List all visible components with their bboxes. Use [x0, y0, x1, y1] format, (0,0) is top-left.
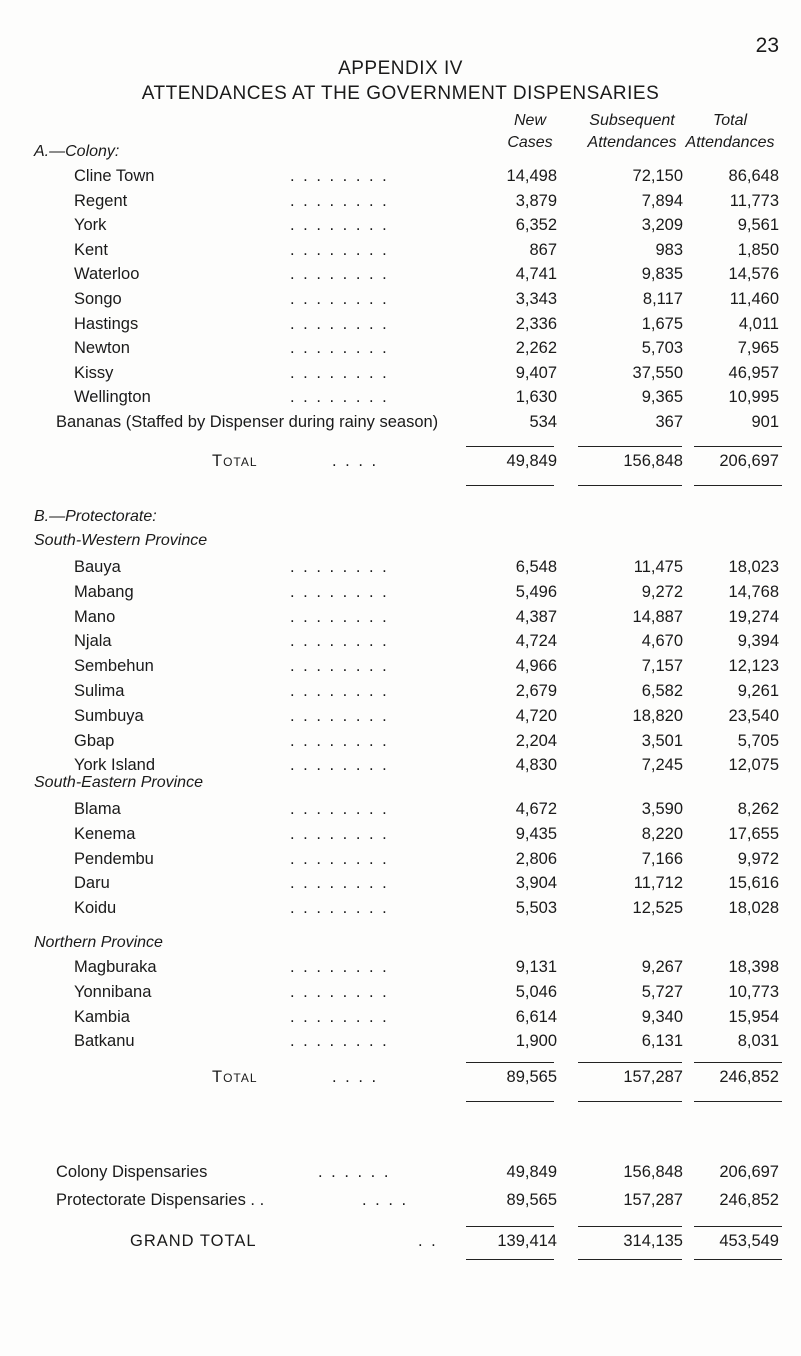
row-label: Colony Dispensaries [56, 1163, 208, 1181]
table-row [0, 388, 801, 414]
new-cases: 4,741 [515, 265, 557, 284]
row-label: Kissy [74, 363, 114, 382]
subsequent-attendances: 9,835 [641, 265, 683, 284]
new-cases: 14,498 [506, 167, 557, 185]
table-row [0, 290, 801, 316]
rule [578, 446, 682, 447]
table-title: ATTENDANCES AT THE GOVERNMENT DISPENSARIES [141, 83, 660, 104]
new-cases: 1,630 [515, 388, 557, 407]
total-attendances: 9,261 [737, 682, 779, 700]
row-label: Njala [74, 632, 112, 651]
table-row [0, 413, 801, 439]
new-cases: 9,131 [515, 958, 557, 976]
total-attendances: 11,773 [729, 191, 779, 210]
subsequent-attendances: 157,287 [623, 1191, 683, 1209]
rule [694, 485, 782, 486]
rule [466, 485, 554, 486]
table-row [0, 1191, 801, 1217]
leader-dots: . . . . . . . . [290, 849, 389, 868]
new-cases: 5,046 [515, 982, 557, 1001]
header-subsequent-2: Attendances [587, 134, 677, 151]
row-label: Sulima [74, 682, 125, 700]
subsequent-attendances: 11,712 [633, 874, 683, 893]
table-row [0, 850, 801, 876]
table-row [0, 899, 801, 925]
total-attendances: 14,576 [728, 265, 779, 284]
header-new-cases-2: Cases [507, 134, 553, 151]
south-eastern-heading: South-Eastern Province [34, 774, 203, 791]
table-row [0, 558, 801, 584]
row-label: Kambia [74, 1007, 130, 1026]
total-attendances: 1,850 [737, 240, 779, 259]
leader-dots: . . . . . . . . [290, 582, 389, 601]
total-label: Total [212, 1068, 258, 1086]
subsequent-attendances: 3,590 [641, 800, 683, 818]
table-row [0, 682, 801, 708]
rule [578, 1101, 682, 1102]
leader-dots: . . . . . . . . [290, 800, 389, 818]
row-label: Hastings [74, 314, 139, 333]
row-label: Protectorate Dispensaries . . [56, 1191, 265, 1209]
table-row [0, 364, 801, 390]
table-row [0, 192, 801, 218]
row-label: Bananas (Staffed by Dispenser during rainy season) [56, 413, 439, 431]
table-row [0, 1032, 801, 1058]
row-label: Gbap [74, 731, 115, 750]
total-attendances: 19,274 [728, 607, 779, 626]
row-label: Magburaka [74, 958, 157, 976]
total-attendances: 8,031 [737, 1032, 779, 1051]
new-cases: 5,503 [515, 899, 557, 918]
leader-dots: . . . . . . . . [290, 265, 389, 284]
total-new: 89,565 [506, 1068, 557, 1086]
total-attendances: 10,773 [728, 982, 779, 1001]
leader-dots: . . [418, 1232, 438, 1250]
total-attendances: 12,075 [728, 756, 779, 775]
header-subsequent-1: Subsequent [589, 112, 675, 129]
new-cases: 5,496 [515, 582, 557, 601]
total-subsequent: 156,848 [623, 452, 683, 470]
rule [694, 1259, 782, 1260]
rule [578, 1259, 682, 1260]
subsequent-attendances: 4,670 [641, 632, 683, 651]
total-attendances: 7,965 [737, 339, 779, 358]
table-row [0, 1008, 801, 1034]
total-attendances: 86,648 [728, 167, 779, 185]
leader-dots: . . . . . . [318, 1163, 391, 1181]
total-attendances: 901 [751, 413, 779, 431]
colony-total-row [0, 452, 801, 478]
total-attendances: 14,768 [728, 582, 779, 601]
table-row [0, 167, 801, 193]
rule [578, 485, 682, 486]
subsequent-attendances: 8,117 [642, 290, 683, 308]
subsequent-attendances: 367 [655, 413, 683, 431]
table-row [0, 265, 801, 291]
grand-total-attendances: 453,549 [719, 1232, 779, 1250]
leader-dots: . . . . . . . . [290, 216, 389, 235]
total-attendances: 4,011 [738, 314, 779, 333]
rule [694, 1101, 782, 1102]
new-cases: 6,614 [515, 1007, 557, 1026]
leader-dots: . . . . . . . . [290, 363, 389, 382]
row-label: Bauya [74, 558, 121, 576]
total-attendances: 18,398 [728, 958, 779, 976]
leader-dots: . . . . . . . . [290, 874, 389, 893]
row-label: Kent [74, 240, 108, 259]
new-cases: 867 [529, 240, 557, 259]
total-attendances: 23,540 [728, 706, 779, 725]
leader-dots: . . . . . . . . [290, 706, 389, 725]
subsequent-attendances: 8,220 [641, 824, 683, 843]
leader-dots: . . . . . . . . [290, 339, 389, 358]
leader-dots: . . . . . . . . [290, 607, 389, 626]
rule [694, 1062, 782, 1063]
northern-heading: Northern Province [34, 934, 163, 951]
protectorate-total-row [0, 1068, 801, 1094]
total-attendances: 15,616 [728, 874, 779, 893]
leader-dots: . . . . . . . . [290, 191, 389, 210]
subsequent-attendances: 12,525 [632, 899, 683, 918]
table-row [0, 216, 801, 242]
table-row [0, 1163, 801, 1189]
table-row [0, 874, 801, 900]
table-row [0, 958, 801, 984]
rule [466, 446, 554, 447]
subsequent-attendances: 5,727 [641, 982, 683, 1001]
table-row [0, 707, 801, 733]
total-label: Total [212, 452, 258, 470]
leader-dots: . . . . . . . . [290, 657, 389, 676]
subsequent-attendances: 7,245 [641, 756, 683, 775]
table-row [0, 657, 801, 683]
leader-dots: . . . . . . . . [290, 982, 389, 1001]
leader-dots: . . . . . . . . [290, 1032, 389, 1051]
subsequent-attendances: 7,157 [641, 657, 683, 676]
new-cases: 4,720 [515, 706, 557, 725]
grand-total-row [0, 1232, 801, 1258]
subsequent-attendances: 7,894 [641, 191, 683, 210]
header-total-2: Attendances [685, 134, 775, 151]
new-cases: 1,900 [515, 1032, 557, 1051]
rule [466, 1062, 554, 1063]
new-cases: 6,352 [515, 216, 557, 235]
total-attendances: 18,028 [728, 899, 779, 918]
subsequent-attendances: 6,131 [641, 1032, 683, 1051]
row-label: Mabang [74, 582, 134, 601]
page-number: 23 [755, 34, 779, 57]
total-attendances: 12,123 [728, 657, 779, 676]
new-cases: 2,204 [515, 731, 557, 750]
leader-dots: . . . . . . . . [290, 731, 389, 750]
rule [578, 1226, 682, 1227]
subsequent-attendances: 5,703 [641, 339, 683, 358]
leader-dots: . . . . . . . . [290, 824, 389, 843]
table-row [0, 800, 801, 826]
grand-total-subsequent: 314,135 [623, 1232, 683, 1250]
new-cases: 3,879 [515, 191, 557, 210]
leader-dots: . . . . . . . . [290, 167, 389, 185]
table-row [0, 339, 801, 365]
subsequent-attendances: 18,820 [632, 706, 683, 725]
subsequent-attendances: 3,209 [641, 216, 683, 235]
leader-dots: . . . . [332, 1068, 379, 1086]
row-label: Sumbuya [74, 706, 144, 725]
south-western-heading: South-Western Province [34, 532, 208, 549]
leader-dots: . . . . . . . . [290, 314, 389, 333]
subsequent-attendances: 14,887 [632, 607, 683, 626]
total-attendances: 46,957 [728, 363, 779, 382]
subsequent-attendances: 9,340 [641, 1007, 683, 1026]
subsequent-attendances: 11,475 [633, 558, 683, 576]
total-attendances: 9,972 [737, 849, 779, 868]
row-label: Waterloo [74, 265, 140, 284]
row-label: Batkanu [74, 1032, 135, 1051]
total-attendances: 18,023 [728, 558, 779, 576]
row-label: York [74, 216, 107, 235]
new-cases: 2,679 [515, 682, 557, 700]
row-label: York Island [74, 756, 156, 775]
total-attendances: 206,697 [719, 1163, 779, 1181]
total-subsequent: 157,287 [623, 1068, 683, 1086]
total-attendances: 246,852 [719, 1068, 779, 1086]
appendix-title: APPENDIX IV [338, 58, 463, 79]
new-cases: 9,435 [515, 824, 557, 843]
leader-dots: . . . . [362, 1191, 409, 1209]
leader-dots: . . . . . . . . [290, 632, 389, 651]
subsequent-attendances: 1,675 [641, 314, 683, 333]
new-cases: 9,407 [515, 363, 557, 382]
table-row [0, 983, 801, 1009]
rule [694, 1226, 782, 1227]
row-label: Koidu [74, 899, 117, 918]
subsequent-attendances: 156,848 [623, 1163, 683, 1181]
leader-dots: . . . . . . . . [290, 756, 389, 775]
new-cases: 4,830 [515, 756, 557, 775]
grand-total-new: 139,414 [497, 1232, 557, 1250]
new-cases: 4,387 [515, 607, 557, 626]
total-attendances: 9,394 [737, 632, 779, 651]
total-attendances: 8,262 [737, 800, 779, 818]
table-row [0, 608, 801, 634]
row-label: Daru [74, 874, 110, 893]
header-new-cases-1: New [513, 112, 546, 129]
table-row [0, 241, 801, 267]
total-attendances: 246,852 [719, 1191, 779, 1209]
total-attendances: 5,705 [737, 731, 779, 750]
new-cases: 49,849 [506, 1163, 557, 1181]
new-cases: 4,724 [515, 632, 557, 651]
row-label: Newton [74, 339, 130, 358]
leader-dots: . . . . [332, 452, 379, 470]
row-label: Blama [74, 800, 121, 818]
grand-total-label: GRAND TOTAL [130, 1232, 257, 1250]
total-new: 49,849 [506, 452, 557, 470]
leader-dots: . . . . . . . . [290, 240, 389, 259]
new-cases: 534 [529, 413, 557, 431]
new-cases: 2,262 [515, 339, 557, 358]
protectorate-heading: B.—Protectorate: [34, 508, 157, 525]
rule [466, 1226, 554, 1227]
colony-heading: A.—Colony: [34, 143, 120, 160]
leader-dots: . . . . . . . . [290, 1007, 389, 1026]
total-attendances: 9,561 [737, 216, 779, 235]
total-attendances: 206,697 [719, 452, 779, 470]
table-row [0, 315, 801, 341]
row-label: Wellington [74, 388, 151, 407]
row-label: Yonnibana [74, 982, 152, 1001]
new-cases: 2,336 [515, 314, 557, 333]
leader-dots: . . . . . . . . [290, 958, 389, 976]
row-label: Sembehun [74, 657, 154, 676]
new-cases: 89,565 [506, 1191, 557, 1209]
total-attendances: 15,954 [728, 1007, 779, 1026]
subsequent-attendances: 37,550 [632, 363, 683, 382]
new-cases: 3,343 [515, 290, 557, 308]
rule [578, 1062, 682, 1063]
leader-dots: . . . . . . . . [290, 558, 389, 576]
row-label: Regent [74, 191, 128, 210]
subsequent-attendances: 3,501 [641, 731, 683, 750]
table-row [0, 825, 801, 851]
new-cases: 6,548 [515, 558, 557, 576]
row-label: Songo [74, 290, 122, 308]
total-attendances: 10,995 [728, 388, 779, 407]
subsequent-attendances: 7,166 [641, 849, 683, 868]
row-label: Cline Town [74, 167, 155, 185]
rule [694, 446, 782, 447]
leader-dots: . . . . . . . . [290, 899, 389, 918]
leader-dots: . . . . . . . . [290, 290, 389, 308]
header-total-1: Total [712, 112, 748, 129]
subsequent-attendances: 72,150 [632, 167, 683, 185]
rule [466, 1259, 554, 1260]
row-label: Pendembu [74, 849, 154, 868]
subsequent-attendances: 9,365 [641, 388, 683, 407]
leader-dots: . . . . . . . . [290, 388, 389, 407]
table-row [0, 632, 801, 658]
row-label: Mano [74, 607, 116, 626]
table-row [0, 732, 801, 758]
new-cases: 2,806 [515, 849, 557, 868]
new-cases: 4,672 [515, 800, 557, 818]
new-cases: 4,966 [515, 657, 557, 676]
subsequent-attendances: 983 [655, 240, 683, 259]
subsequent-attendances: 9,267 [641, 958, 683, 976]
subsequent-attendances: 6,582 [641, 682, 683, 700]
subsequent-attendances: 9,272 [641, 582, 683, 601]
new-cases: 3,904 [515, 874, 557, 893]
table-row [0, 583, 801, 609]
rule [466, 1101, 554, 1102]
row-label: Kenema [74, 824, 136, 843]
total-attendances: 17,655 [728, 824, 779, 843]
total-attendances: 11,460 [729, 290, 779, 308]
leader-dots: . . . . . . . . [290, 682, 389, 700]
